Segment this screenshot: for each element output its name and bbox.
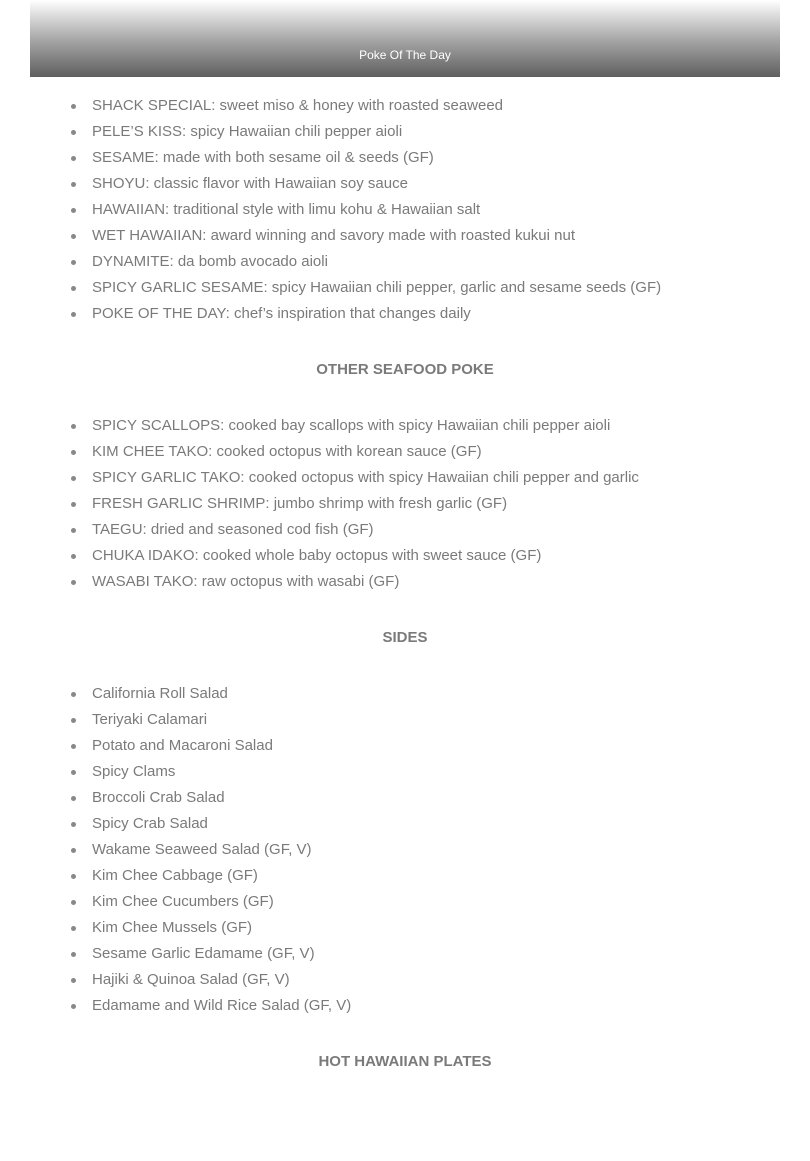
list-item: Hajiki & Quinoa Salad (GF, V) xyxy=(92,967,810,993)
list-item: Sesame Garlic Edamame (GF, V) xyxy=(92,941,810,967)
list-item: Spicy Clams xyxy=(92,759,810,785)
list-item: DYNAMITE: da bomb avocado aioli xyxy=(92,249,810,275)
list-item: Spicy Crab Salad xyxy=(92,811,810,837)
header-caption: Poke Of The Day xyxy=(359,48,451,62)
section-heading-sides: SIDES xyxy=(382,629,428,646)
list-item: California Roll Salad xyxy=(92,681,810,707)
list-item: Kim Chee Cabbage (GF) xyxy=(92,863,810,889)
list-item: HAWAIIAN: traditional style with limu kohu & Hawaiian salt xyxy=(92,197,810,223)
list-item: SHACK SPECIAL: sweet miso & honey with roasted seaweed xyxy=(92,93,810,119)
list-item: SESAME: made with both sesame oil & seeds (GF) xyxy=(92,145,810,171)
list-item: Wakame Seaweed Salad (GF, V) xyxy=(92,837,810,863)
list-item: Kim Chee Mussels (GF) xyxy=(92,915,810,941)
list-item: Edamame and Wild Rice Salad (GF, V) xyxy=(92,993,810,1019)
list-item: TAEGU: dried and seasoned cod fish (GF) xyxy=(92,517,810,543)
list-item: SHOYU: classic flavor with Hawaiian soy sauce xyxy=(92,171,810,197)
poke-list xyxy=(0,93,810,327)
list-item: Potato and Macaroni Salad xyxy=(92,733,810,759)
header-image xyxy=(30,0,780,77)
list-item: SPICY GARLIC SESAME: spicy Hawaiian chili pepper, garlic and sesame seeds (GF) xyxy=(92,275,810,301)
list-item: Broccoli Crab Salad xyxy=(92,785,810,811)
menu-content xyxy=(0,93,810,1105)
list-item: POKE OF THE DAY: chef’s inspiration that changes daily xyxy=(92,301,810,327)
list-item: SPICY GARLIC TAKO: cooked octopus with spicy Hawaiian chili pepper and garlic xyxy=(92,465,810,491)
section-heading-hot-hawaiian-plates: HOT HAWAIIAN PLATES xyxy=(318,1053,492,1070)
list-item: FRESH GARLIC SHRIMP: jumbo shrimp with fresh garlic (GF) xyxy=(92,491,810,517)
section-heading-other-seafood-poke: OTHER SEAFOOD POKE xyxy=(316,361,494,378)
list-item: KIM CHEE TAKO: cooked octopus with korean sauce (GF) xyxy=(92,439,810,465)
list-item: Teriyaki Calamari xyxy=(92,707,810,733)
list-item: Kim Chee Cucumbers (GF) xyxy=(92,889,810,915)
list-item: SPICY SCALLOPS: cooked bay scallops with spicy Hawaiian chili pepper aioli xyxy=(92,413,810,439)
sides-list xyxy=(0,681,810,1019)
other-seafood-poke-list xyxy=(0,413,810,595)
list-item: WASABI TAKO: raw octopus with wasabi (GF) xyxy=(92,569,810,595)
list-item: CHUKA IDAKO: cooked whole baby octopus with sweet sauce (GF) xyxy=(92,543,810,569)
list-item: PELE’S KISS: spicy Hawaiian chili pepper aioli xyxy=(92,119,810,145)
list-item: WET HAWAIIAN: award winning and savory made with roasted kukui nut xyxy=(92,223,810,249)
